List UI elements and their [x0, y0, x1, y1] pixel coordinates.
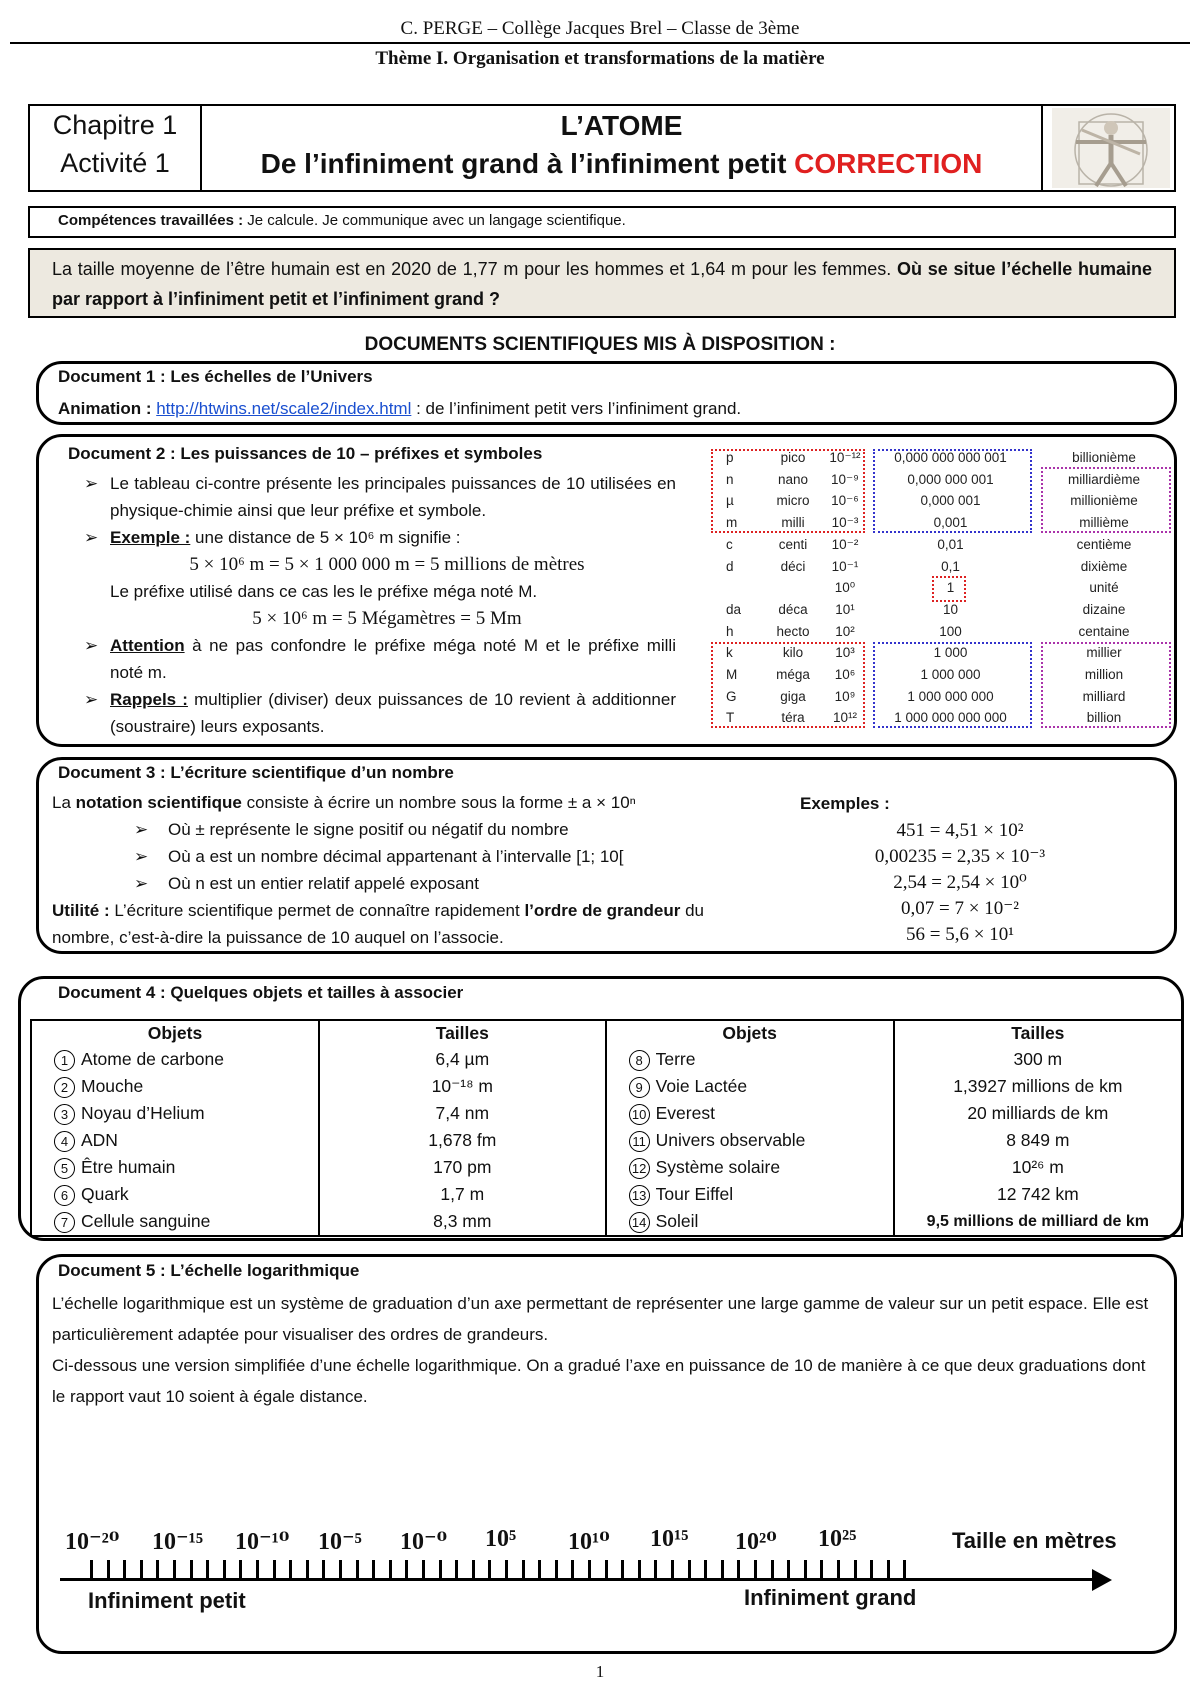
- axis-tick: [107, 1560, 110, 1580]
- prefix-highlight-unit: [932, 576, 966, 602]
- prefix-cell-dec: 10: [942, 601, 959, 617]
- prefix-cell-sym: d: [726, 558, 734, 574]
- axis-tick: [206, 1560, 209, 1580]
- doc5-p1: L’échelle logarithmique est un système de graduation d’un axe permettant de représenter une large gamme de valeur sur un petit espace. Elle est particulièrement adaptée pour visualiser des ordres de grandeurs.: [52, 1294, 1149, 1344]
- axis-tick: [356, 1560, 359, 1580]
- prefix-cell-sym: µ: [726, 493, 734, 509]
- prefix-cell-dec: 1: [946, 580, 955, 596]
- object-item: [32, 1181, 318, 1208]
- object-item: [32, 1046, 318, 1073]
- object-item: [607, 1046, 893, 1073]
- prefix-cell-name: hecto: [776, 623, 810, 639]
- size-item: 1,7 m: [440, 1184, 485, 1204]
- number-circle: 13: [629, 1185, 650, 1206]
- doc3-u-bold2: grandeur: [606, 901, 681, 920]
- axis-tick: [439, 1560, 442, 1580]
- doc4-title: Document 4 : Quelques objets et tailles à associer: [58, 983, 464, 1002]
- number-circle: 1: [54, 1050, 75, 1071]
- prefix-highlight-large-word: [1041, 642, 1171, 728]
- prefix-cell-name: déca: [778, 601, 808, 617]
- axis-tick: [256, 1560, 259, 1580]
- axis-tick: [190, 1560, 193, 1580]
- prefix-cell-pow: 10⁹: [834, 688, 856, 704]
- right-sizes-col: [894, 1020, 1182, 1236]
- axis-tick: [322, 1560, 325, 1580]
- axis-label: 10²⁰: [735, 1529, 777, 1555]
- prefix-cell-name: déci: [780, 558, 806, 574]
- prefix-cell-dec: 100: [939, 623, 962, 639]
- doc3-b1: Où ± représente le signe positif ou négatif du nombre: [168, 820, 569, 839]
- axis-label: 10¹⁰: [568, 1529, 610, 1555]
- prefix-cell-word: centième: [1076, 536, 1132, 552]
- prefix-cell-sym: k: [726, 645, 733, 661]
- prefix-cell-word: millionième: [1070, 493, 1138, 509]
- axis-tick: [870, 1560, 873, 1580]
- axis-tick: [522, 1560, 525, 1580]
- arrow-icon: ➢: [84, 474, 99, 493]
- number-circle: 9: [629, 1077, 650, 1098]
- chapter-subtitle: [202, 148, 1041, 180]
- prefix-cell-dec: 1 000 000: [920, 667, 981, 682]
- arrow-icon: ➢: [134, 847, 149, 866]
- prefix-cell-dec: 1 000: [933, 645, 968, 661]
- axis-tick: [505, 1560, 508, 1580]
- object-name: Noyau d’Helium: [81, 1103, 205, 1123]
- number-circle: 12: [629, 1158, 650, 1179]
- prefix-cell-pow: 10⁻¹²: [829, 450, 861, 465]
- prefix-cell-word: centaine: [1078, 623, 1130, 639]
- axis-tick: [621, 1560, 624, 1580]
- axis-tick: [488, 1560, 491, 1580]
- intro-text: [52, 254, 1152, 314]
- doc3-l1a: La: [52, 793, 76, 812]
- chapter-title: L’ATOME: [560, 110, 683, 141]
- competences-line: [58, 212, 626, 229]
- prefix-cell-name: micro: [776, 493, 810, 509]
- prefix-cell-name: méga: [776, 667, 810, 682]
- axis-tick: [671, 1560, 674, 1580]
- prefix-cell-sym: M: [726, 667, 738, 682]
- doc3-bullet-2: [52, 843, 772, 870]
- axis-tick: [306, 1560, 309, 1580]
- prefix-cell-sym: n: [726, 471, 734, 487]
- example-line: 0,00235 = 2,35 × 10⁻³: [874, 846, 1046, 867]
- prefix-cell-name: pico: [780, 450, 806, 465]
- axis-label: 10⁻¹⁰: [235, 1529, 290, 1555]
- prefix-cell-dec: 1 000 000 000: [907, 688, 994, 704]
- axis-tick: [90, 1560, 93, 1580]
- size-item: 20 milliards de km: [967, 1103, 1109, 1123]
- arrow-icon: ➢: [134, 820, 149, 839]
- object-item: [607, 1127, 893, 1154]
- prefix-cell-word: billionième: [1072, 450, 1136, 465]
- competences-text: Je calcule. Je communique avec un langage scientifique.: [243, 212, 626, 229]
- size-item: 8,3 mm: [433, 1211, 492, 1231]
- prefix-highlight-small-sym: [711, 449, 865, 533]
- doc3-u-bold1: l’ordre de: [524, 901, 602, 920]
- example-line: 2,54 = 2,54 × 10⁰: [893, 872, 1027, 893]
- prefix-cell-word: million: [1084, 667, 1124, 682]
- theme-title: Thème I. Organisation et transformations de la matière: [375, 48, 825, 69]
- object-item: [32, 1154, 318, 1181]
- doc2-title: Document 2 : Les puissances de 10 – préfixes et symboles: [68, 444, 543, 463]
- doc1-animation: [58, 395, 741, 422]
- object-item: [607, 1181, 893, 1208]
- school-header: C. PERGE – Collège Jacques Brel – Classe de 3ème: [400, 18, 800, 39]
- left-sizes-col: [319, 1020, 606, 1236]
- axis-tick: [820, 1560, 823, 1580]
- prefix-cell-name: giga: [780, 688, 806, 704]
- axis-tick: [804, 1560, 807, 1580]
- object-name: Quark: [81, 1184, 129, 1204]
- axis-arrow-icon: [1092, 1569, 1112, 1591]
- number-circle: 10: [629, 1104, 650, 1125]
- number-circle: 8: [629, 1050, 650, 1071]
- axis-tick: [339, 1560, 342, 1580]
- object-item: [607, 1208, 893, 1235]
- axis-tick: [372, 1560, 375, 1580]
- correction-label: CORRECTION: [794, 148, 983, 179]
- doc2-prefix-line: Le préfixe utilisé dans ce cas les le préfixe méga noté M.: [110, 582, 538, 601]
- doc2-ex-text: une distance de 5 × 10⁶ m signifie :: [190, 528, 461, 547]
- axis-tick: [638, 1560, 641, 1580]
- axis-tick: [704, 1560, 707, 1580]
- axis-tick: [654, 1560, 657, 1580]
- prefix-table: [708, 446, 1176, 736]
- object-name: Système solaire: [655, 1157, 781, 1177]
- prefix-cell-dec: 1 000 000 000 000: [894, 710, 1007, 726]
- prefix-cell-word: unité: [1089, 580, 1119, 596]
- doc2-text: [58, 470, 676, 740]
- arrow-icon: ➢: [84, 690, 99, 709]
- prefix-cell-pow: 10²: [835, 623, 855, 639]
- prefix-cell-sym: h: [726, 623, 734, 639]
- prefix-cell-name: nano: [777, 471, 809, 487]
- axis-tick: [173, 1560, 176, 1580]
- object-item: [32, 1073, 318, 1100]
- doc3-u-text1: L’écriture scientifique permet de connaître rapidement: [109, 901, 525, 920]
- axis-tick: [472, 1560, 475, 1580]
- competences-label: Compétences travaillées :: [58, 212, 244, 229]
- axis-label: 10⁻⁰: [400, 1529, 448, 1555]
- axis-tick: [721, 1560, 724, 1580]
- size-item: 10²⁶ m: [1011, 1157, 1064, 1177]
- axis-label: 10⁻¹⁵: [152, 1529, 204, 1555]
- number-circle: 14: [629, 1212, 650, 1233]
- prefix-cell-name: milli: [781, 515, 805, 531]
- doc3-examples-title: Exemples :: [800, 794, 890, 813]
- right-objects-header: Objets: [722, 1023, 777, 1043]
- doc3-line-1: [52, 789, 772, 816]
- doc2-bullet-1: [58, 470, 676, 524]
- right-objects-col: [606, 1020, 894, 1236]
- axis-tick: [289, 1560, 292, 1580]
- doc1-link[interactable]: http://htwins.net/scale2/index.html: [156, 399, 412, 418]
- prefix-cell-dec: 0,000 001: [920, 493, 981, 509]
- documents-heading: DOCUMENTS SCIENTIFIQUES MIS À DISPOSITION :: [364, 334, 836, 355]
- doc1-anim-label: Animation :: [58, 399, 157, 418]
- number-circle: 11: [629, 1131, 650, 1152]
- number-circle: 2: [54, 1077, 75, 1098]
- size-item: 8 849 m: [1006, 1130, 1070, 1150]
- left-sizes-header: Tailles: [435, 1023, 489, 1043]
- size-item: 300 m: [1013, 1049, 1063, 1069]
- vitruvian-image: [1052, 108, 1170, 188]
- arrow-icon: ➢: [134, 874, 149, 893]
- subtitle-text: De l’infiniment grand à l’infiniment petit: [260, 148, 787, 179]
- axis-label: 10⁵: [485, 1526, 517, 1552]
- axis-label: 10²⁵: [818, 1526, 857, 1552]
- doc3-l1c: consiste à écrire un nombre sous la forme ± a × 10ⁿ: [241, 793, 636, 812]
- axis-tick: [754, 1560, 757, 1580]
- prefix-cell-sym: p: [726, 450, 734, 465]
- doc2-ex-label: Exemple :: [110, 528, 191, 547]
- number-circle: 3: [54, 1104, 75, 1125]
- prefix-cell-pow: 10⁻²: [831, 536, 859, 552]
- title-divider-2: [1041, 104, 1043, 192]
- prefix-highlight-small-word: [1041, 467, 1171, 533]
- axis-tick: [140, 1560, 143, 1580]
- prefix-cell-pow: 10¹: [835, 601, 855, 617]
- right-sizes-header: Tailles: [1011, 1023, 1065, 1043]
- doc2-eq1: 5 × 10⁶ m = 5 × 1 000 000 m = 5 millions de mètres: [189, 554, 585, 575]
- doc3-bullet-1: [52, 816, 772, 843]
- object-name: Voie Lactée: [655, 1076, 748, 1096]
- infinitely-small-label: Infiniment petit: [88, 1588, 246, 1613]
- prefix-cell-pow: 10⁻⁹: [831, 471, 859, 487]
- axis-tick: [156, 1560, 159, 1580]
- object-name: Être humain: [81, 1157, 176, 1177]
- object-name: ADN: [81, 1130, 118, 1150]
- prefix-cell-dec: 0,000 000 000 001: [894, 450, 1007, 465]
- intro-statement: La taille moyenne de l’être humain est en 2020 de 1,77 m pour les hommes et 1,64 m pour les femmes.: [52, 259, 897, 279]
- doc3-u-label: Utilité :: [52, 901, 110, 920]
- prefix-cell-word: milliardième: [1067, 471, 1140, 487]
- object-name: Soleil: [655, 1211, 699, 1231]
- doc2-eq2: 5 × 10⁶ m = 5 Mégamètres = 5 Mm: [252, 608, 522, 629]
- doc3-l1b: notation scientifique: [75, 793, 242, 812]
- size-item: 1,3927 millions de km: [953, 1076, 1123, 1096]
- example-line: 0,07 = 7 × 10⁻²: [901, 898, 1019, 919]
- prefix-cell-pow: 10¹²: [832, 710, 857, 726]
- axis-label: 10⁻²⁰: [65, 1529, 120, 1555]
- doc1-title: Document 1 : Les échelles de l’Univers: [58, 367, 373, 386]
- prefix-cell-pow: 10⁻⁶: [831, 493, 859, 509]
- size-item: 9,5 millions de milliard de km: [926, 1213, 1149, 1230]
- axis-tick: [455, 1560, 458, 1580]
- prefix-cell-word: millième: [1079, 515, 1129, 531]
- object-name: Atome de carbone: [81, 1049, 225, 1069]
- prefix-cell-name: kilo: [782, 645, 804, 661]
- prefix-cell-word: dixième: [1080, 558, 1128, 574]
- prefix-cell-name: centi: [778, 536, 808, 552]
- axis-tick: [223, 1560, 226, 1580]
- arrow-icon: ➢: [84, 636, 99, 655]
- doc2-att-text: à ne pas confondre le préfixe méga noté M et le préfixe milli noté m.: [110, 636, 676, 682]
- axis-tick: [737, 1560, 740, 1580]
- axis-tick: [903, 1560, 906, 1580]
- size-item: 1,678 fm: [428, 1130, 497, 1150]
- prefix-cell-word: dizaine: [1082, 601, 1126, 617]
- axis-tick: [273, 1560, 276, 1580]
- object-name: Terre: [655, 1049, 696, 1069]
- vitruvian-man-icon: [1052, 108, 1170, 188]
- object-name: Mouche: [81, 1076, 144, 1096]
- prefix-cell-sym: G: [726, 688, 737, 704]
- axis-title: Taille en mètres: [952, 1528, 1117, 1553]
- header-rule: [10, 42, 1190, 44]
- prefix-cell-dec: 0,000 000 001: [907, 471, 994, 487]
- prefix-cell-dec: 0,001: [933, 515, 968, 531]
- example-line: 451 = 4,51 × 10²: [896, 820, 1024, 841]
- prefix-cell-word: billion: [1086, 710, 1122, 726]
- axis-tick: [571, 1560, 574, 1580]
- axis-tick: [837, 1560, 840, 1580]
- left-objects-header: Objets: [147, 1023, 203, 1043]
- doc1-anim-text: : de l’infiniment petit vers l’infiniment grand.: [411, 399, 742, 418]
- prefix-cell-sym: T: [726, 710, 735, 726]
- doc3-utility: [52, 897, 752, 951]
- doc3-examples: [810, 818, 1110, 948]
- object-item: [32, 1100, 318, 1127]
- left-objects-col: [31, 1020, 319, 1236]
- doc2-bullet-2: [58, 524, 676, 551]
- size-item: 7,4 nm: [435, 1103, 490, 1123]
- doc3-title: Document 3 : L’écriture scientifique d’un nombre: [58, 763, 454, 782]
- axis-tick: [787, 1560, 790, 1580]
- intro-question: Où se situe l’échelle humaine par rapport à l’infiniment petit et l’infiniment grand ?: [52, 259, 1152, 309]
- prefix-cell-pow: 10³: [835, 645, 855, 661]
- object-name: Cellule sanguine: [81, 1211, 211, 1231]
- axis-tick: [887, 1560, 890, 1580]
- axis-tick: [422, 1560, 425, 1580]
- doc2-bullet-3: [58, 632, 676, 686]
- axis-tick: [538, 1560, 541, 1580]
- page-number: 1: [595, 1662, 605, 1681]
- object-name: Tour Eiffel: [655, 1184, 734, 1204]
- doc3-u-text2: du nombre, c’est-à-dire la puissance de 10 auquel on l’associe.: [52, 901, 704, 947]
- prefix-highlight-large-sym: [711, 642, 865, 728]
- axis-label: 10⁻⁵: [318, 1529, 362, 1555]
- doc2-rap-label: Rappels :: [110, 690, 188, 709]
- axis-label: 10¹⁵: [650, 1526, 689, 1552]
- doc5-title: Document 5 : L’échelle logarithmique: [58, 1261, 360, 1280]
- object-item: [32, 1127, 318, 1154]
- doc2-att-label: Attention: [110, 636, 185, 655]
- doc2-bullet-4: [58, 686, 676, 740]
- size-item: 6,4 µm: [435, 1049, 490, 1069]
- prefix-highlight-small-dec: [873, 449, 1032, 533]
- axis-tick: [854, 1560, 857, 1580]
- number-circle: 4: [54, 1131, 75, 1152]
- chapter-label: Chapitre 1: [52, 110, 178, 140]
- axis-tick: [688, 1560, 691, 1580]
- doc2-b1: Le tableau ci-contre présente les principales puissances de 10 utilisées en physique-chimie ainsi que leur préfixe et symbole.: [110, 474, 676, 520]
- number-circle: 6: [54, 1185, 75, 1206]
- object-item: [32, 1208, 318, 1235]
- arrow-icon: ➢: [84, 528, 99, 547]
- axis-tick: [239, 1560, 242, 1580]
- size-item: 170 pm: [433, 1157, 492, 1177]
- prefix-cell-word: millier: [1086, 645, 1122, 661]
- prefix-cell-dec: 0,01: [937, 536, 964, 552]
- prefix-highlight-large-dec: [873, 642, 1032, 728]
- object-item: [607, 1100, 893, 1127]
- axis-tick: [588, 1560, 591, 1580]
- activity-label: Activité 1: [60, 148, 170, 178]
- log-axis-line: [60, 1578, 1100, 1581]
- axis-tick: [405, 1560, 408, 1580]
- object-item: [607, 1154, 893, 1181]
- prefix-cell-pow: 10⁻³: [831, 515, 859, 531]
- prefix-cell-dec: 0,1: [941, 558, 960, 574]
- prefix-cell-pow: 10⁻¹: [831, 558, 859, 574]
- size-item: 10⁻¹⁸ m: [431, 1076, 493, 1096]
- infinitely-large-label: Infiniment grand: [744, 1585, 917, 1610]
- prefix-cell-name: téra: [781, 710, 805, 726]
- number-circle: 5: [54, 1158, 75, 1179]
- axis-tick: [123, 1560, 126, 1580]
- prefix-cell-sym: m: [726, 515, 738, 531]
- axis-tick: [555, 1560, 558, 1580]
- example-line: 56 = 5,6 × 10¹: [906, 924, 1014, 945]
- prefix-cell-word: milliard: [1082, 688, 1126, 704]
- size-item: 12 742 km: [996, 1184, 1079, 1204]
- prefix-cell-pow: 10⁶: [834, 667, 856, 682]
- prefix-cell-pow: 10⁰: [834, 580, 856, 596]
- object-name: Univers observable: [655, 1130, 806, 1150]
- objects-table: [30, 1019, 1183, 1237]
- object-item: [607, 1073, 893, 1100]
- doc3-b2: Où a est un nombre décimal appartenant à l’intervalle [1; 10[: [168, 847, 624, 866]
- axis-tick: [389, 1560, 392, 1580]
- axis-tick: [605, 1560, 608, 1580]
- doc3-bullet-3: [52, 870, 772, 897]
- doc3-text: [52, 789, 772, 951]
- number-circle: 7: [54, 1212, 75, 1233]
- object-name: Everest: [655, 1103, 715, 1123]
- prefix-cell-sym: da: [726, 601, 742, 617]
- axis-tick: [771, 1560, 774, 1580]
- prefix-cell-sym: c: [726, 536, 733, 552]
- doc5-p2: Ci-dessous une version simplifiée d’une échelle logarithmique. On a gradué l’axe en puissance de 10 de manière à ce que deux graduations dont le rapport vaut 10 soient à égale distance.: [52, 1356, 1146, 1406]
- doc2-rap-text: multiplier (diviser) deux puissances de 10 revient à additionner (soustraire) leurs exposants.: [110, 690, 676, 736]
- doc3-b3: Où n est un entier relatif appelé exposant: [168, 874, 479, 893]
